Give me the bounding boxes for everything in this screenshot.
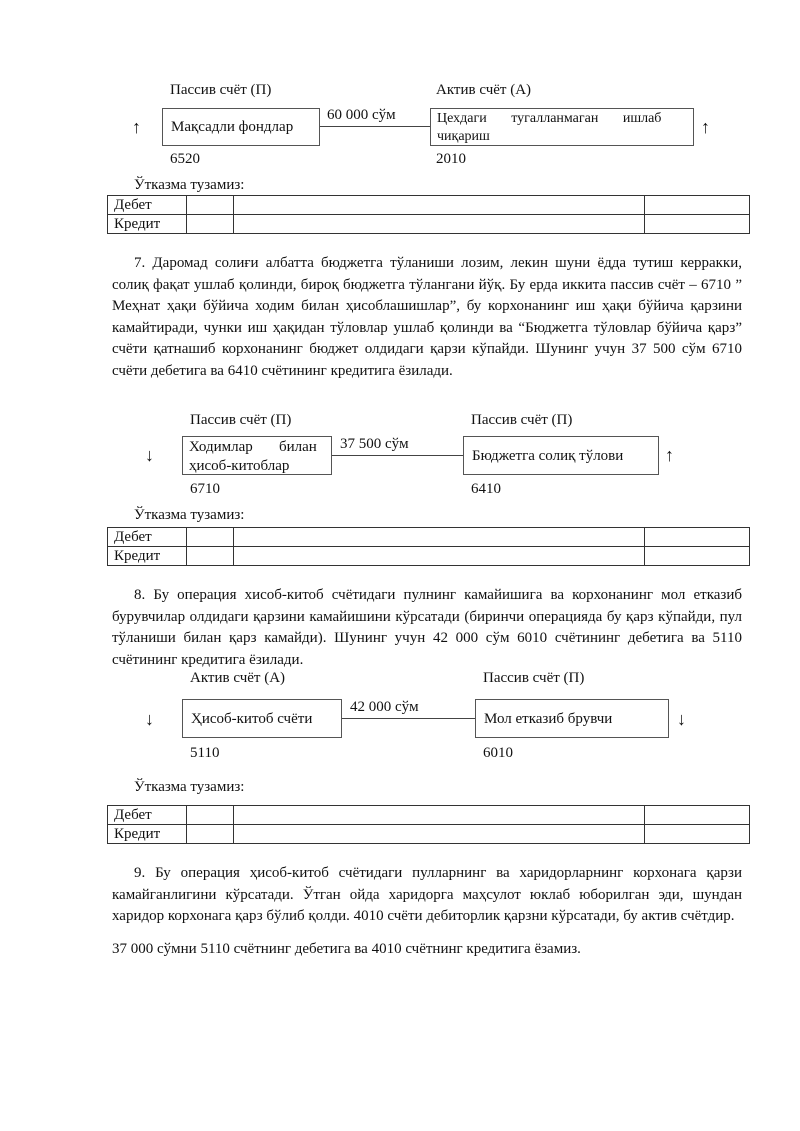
paragraph-9 [112, 863, 742, 928]
amount-label: 37 500 сўм [340, 436, 409, 452]
right-account-type: Пассив счёт (П) [483, 670, 585, 686]
account-name-line1: Цехдаги тугалланмаган ишлаб [437, 111, 662, 126]
up-arrow-icon: ↑ [665, 445, 674, 465]
debit-label: Дебет [108, 528, 187, 547]
credit-label: Кредит [108, 215, 187, 234]
left-account-code: 6520 [170, 151, 200, 167]
posting-label: Ўтказма тузамиз: [134, 507, 245, 523]
connector-line [332, 455, 463, 456]
credit-label: Кредит [108, 825, 187, 844]
account-box-6710 [182, 436, 332, 475]
entry-table-2 [107, 527, 750, 566]
account-box-6410 [463, 436, 659, 475]
account-name-line2: ҳисоб-китоблар [189, 458, 290, 474]
paragraph-8 [112, 585, 742, 671]
right-account-code: 2010 [436, 151, 466, 167]
amount-label: 60 000 сўм [327, 107, 396, 123]
left-account-code: 5110 [190, 745, 220, 761]
paragraph-7 [112, 253, 742, 382]
down-arrow-icon: ↓ [145, 445, 154, 465]
account-box-6520 [162, 108, 320, 146]
left-account-type: Пассив счёт (П) [170, 82, 272, 98]
credit-label: Кредит [108, 547, 187, 566]
debit-label: Дебет [108, 196, 187, 215]
right-account-code: 6010 [483, 745, 513, 761]
amount-label: 42 000 сўм [350, 699, 419, 715]
account-name: Бюджетга солиқ тўлови [472, 448, 624, 464]
down-arrow-icon: ↓ [677, 709, 686, 729]
account-name: Мол етказиб брувчи [484, 711, 613, 727]
right-account-code: 6410 [471, 481, 501, 497]
left-account-type: Пассив счёт (П) [190, 412, 292, 428]
paragraph-9-text: 9. Бу операция ҳисоб-китоб счётидаги пулларнинг ва харидорларнинг корхонага қарзи камайганлигини кўрсатади. Ўтган ойда харидорга маҳсулот юклаб юборилган эди, шундан харидор корхонага қарз бўлиб қолди. 4010 счёти дебиторлик қарзни кўрсатади, бу актив счётдир. [112, 865, 742, 924]
account-box-6010 [475, 699, 669, 738]
debit-label: Дебет [108, 806, 187, 825]
account-name-line1: Ходимлар билан [189, 439, 317, 455]
connector-line [342, 718, 475, 719]
connector-line [320, 126, 430, 127]
up-arrow-icon: ↑ [701, 117, 710, 137]
entry-table-1 [107, 195, 750, 234]
final-line: 37 000 сўмни 5110 счётнинг дебетига ва 4010 счётнинг кредитига ёзамиз. [112, 941, 581, 957]
up-arrow-icon: ↑ [132, 117, 141, 137]
left-account-type: Актив счёт (А) [190, 670, 286, 686]
paragraph-7-text: 7. Даромад солиғи албатта бюджетга тўланиши лозим, лекин шуни ёдда тутиш керракки, солиқ фақат ушлаб қолинди, бироқ бюджетга тўлангани йўқ. Бу ерда иккита пассив счёт – 6710 ” Меҳнат ҳақи бўйича ходим билан ҳисоблашишлар”, бу корхонанинг иш ҳақи бўйича қарзини камайтиради, чунки иш ҳақидан тўловлар ушлаб қолинди ва “Бюджетга тўловлар бўйича қарз” счёти қатнашиб корхонанинг бюджет олдидаги қарзи кўпайди. Шунинг учун 37 500 сўм 6710 счёти дебетига ва 6410 счётининг кредитига ёзилади. [112, 255, 742, 379]
posting-label: Ўтказма тузамиз: [134, 177, 245, 193]
account-name: Ҳисоб-китоб счёти [191, 711, 313, 727]
right-account-type: Пассив счёт (П) [471, 412, 573, 428]
entry-table-3 [107, 805, 750, 844]
down-arrow-icon: ↓ [145, 709, 154, 729]
posting-label: Ўтказма тузамиз: [134, 779, 245, 795]
left-account-code: 6710 [190, 481, 220, 497]
account-box-2010 [430, 108, 694, 146]
right-account-type: Актив счёт (А) [436, 82, 532, 98]
paragraph-8-text: 8. Бу операция хисоб-китоб счётидаги пулнинг камайишига ва корхонанинг мол етказиб бурувчилар олдидаги қарзини камайишини кўрсатади (биринчи операцияда бу қарз кўпайди, пул тўланиши билан қарз камайди). Шунинг учун 42 000 сўм 6010 счётининг дебетига ва 5110 счётининг кредитига ёзилади. [112, 587, 742, 668]
account-name: Мақсадли фондлар [171, 119, 294, 135]
account-name-line2: чиқариш [437, 129, 490, 144]
account-box-5110 [182, 699, 342, 738]
